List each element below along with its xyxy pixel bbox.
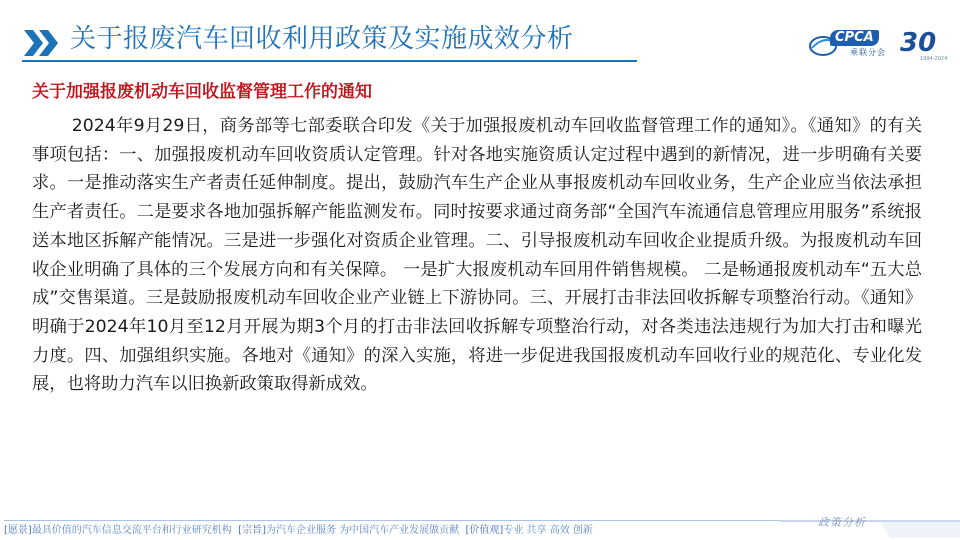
footer-divider [4, 520, 784, 521]
page-title: 关于报废汽车回收利用政策及实施成效分析 [70, 24, 574, 54]
vision-text: 最具价值的汽车信息交流平台和行业研究机构 [31, 525, 232, 536]
double-chevron-icon [22, 28, 62, 58]
values-tag: [价值观] [465, 525, 504, 536]
anniversary-years: 1994-2024 [920, 56, 948, 62]
title-underline [22, 60, 637, 62]
footer-slogan [4, 524, 593, 538]
logo-text: CPCA [830, 30, 879, 46]
body-paragraph: 2024年9月29日，商务部等七部委联合印发《关于加强报废机动车回收监督管理工作的通知》。《通知》的有关事项包括：一、加强报废机动车回收资质认定管理。针对各地实施资质认定过程中遇到的新情况，进一步明确有关要求。一是推动落实生产者责任延伸制度。提出，鼓励汽车生产企业从事报废机动车回收业务，生产企业应当依法承担生产者责任。二是要求各地加强拆解产能监测发布。同时按要求通过商务部“全国汽车流通信息管理应用服务”系统报送本地区拆解产能情况。三是进一步强化对资质企业管理。二、引导报废机动车回收企业提质升级。为报废机动车回收企业明确了具体的三个发展方向和有关保障。 一是扩大报废机动车回用件销售规模。 二是畅通报废机动车“五大总成”交售渠道。三是鼓励报废机动车回收企业产业链上下游协同。三、开展打击非法回收拆解专项整治行动。《通知》明确于2024年10月至12月开展为期3个月的打击非法回收拆解专项整治行动，对各类违法违规行为加大打击和曝光力度。四、加强组织实施。各地对《通知》的深入实施，将进一步促进我国报废机动车回收行业的规范化、专业化发展，也将助力汽车以旧换新政策取得新成效。 [32, 116, 922, 395]
section-heading: 关于加强报废机动车回收监督管理工作的通知 [32, 82, 372, 102]
anniversary-mark: 30 [900, 28, 937, 58]
mission-text: 为汽车企业服务 为中国汽车产业发展做贡献 [265, 525, 460, 536]
footer [0, 512, 960, 540]
cpca-logo [808, 26, 948, 66]
values-text: 专业 共享 高效 创新 [503, 525, 593, 536]
mission-tag: [宗旨] [238, 525, 266, 536]
vision-tag: [愿景] [4, 525, 32, 536]
footer-brand: 政策分析 [818, 516, 866, 529]
logo-subtext: 乘联分会 [850, 48, 886, 57]
footer-stripe-decoration [780, 518, 960, 538]
page-header [0, 0, 960, 70]
